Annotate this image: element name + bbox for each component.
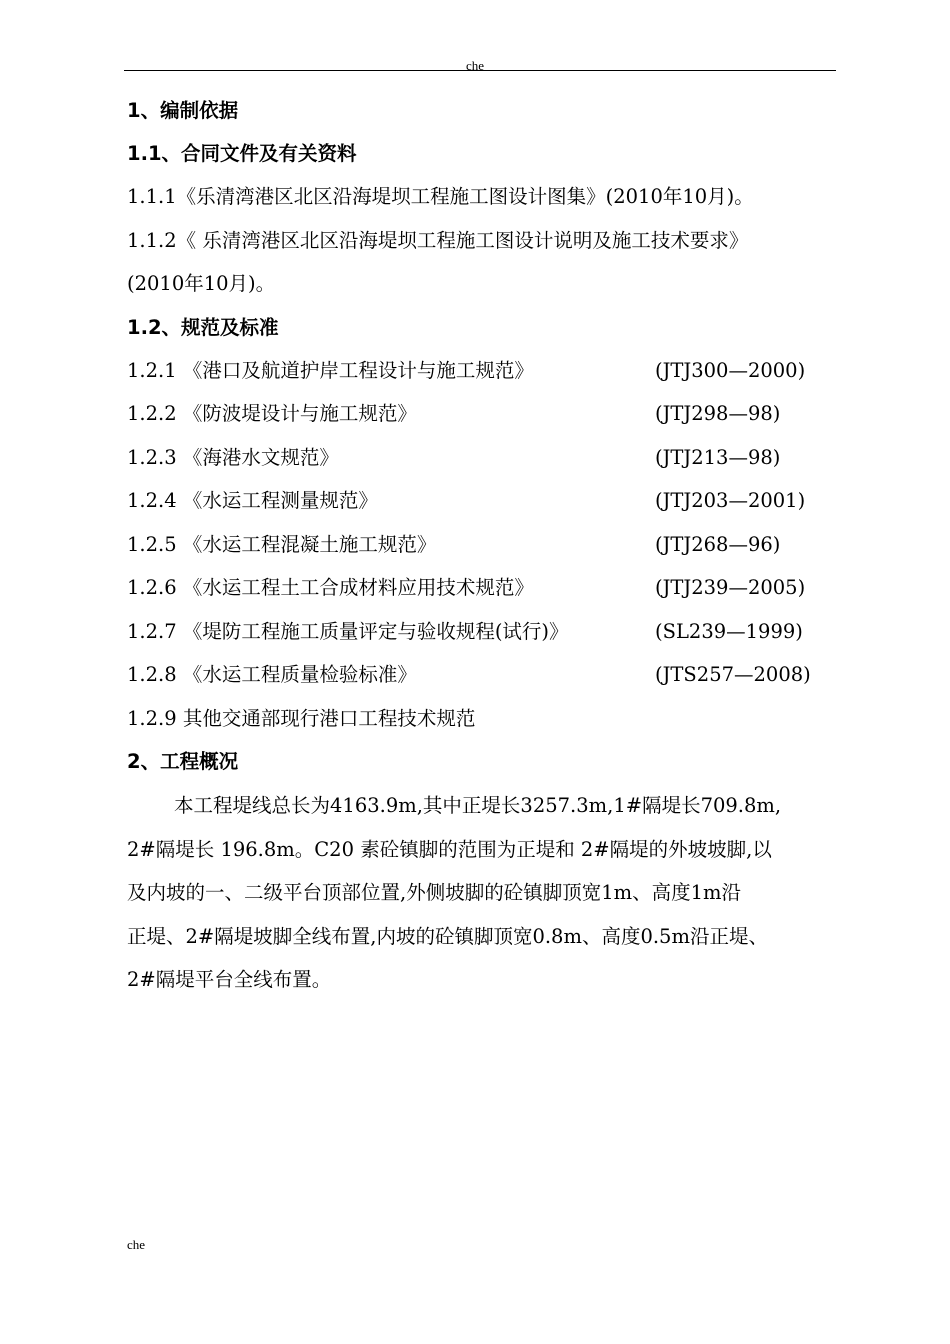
standard-title: 1.2.8 《水运工程质量检验标准》 xyxy=(127,663,417,686)
section-2-heading: 2、工程概况 xyxy=(127,750,239,773)
standard-code: (JTJ203—2001) xyxy=(655,489,806,512)
paragraph-line: 正堤、2#隔堤坡脚全线布置,内坡的砼镇脚顶宽0.8m、高度0.5m沿正堤、 xyxy=(127,925,768,948)
standard-code: (JTJ213—98) xyxy=(655,446,781,469)
paragraph-line: 及内坡的一、二级平台顶部位置,外侧坡脚的砼镇脚顶宽1m、高度1m沿 xyxy=(127,881,741,904)
standard-title: 1.2.3 《海港水文规范》 xyxy=(127,446,339,469)
standard-code: (SL239—1999) xyxy=(655,620,803,643)
standard-title: 1.2.1 《港口及航道护岸工程设计与施工规范》 xyxy=(127,359,534,382)
paragraph-line: 本工程堤线总长为4163.9m,其中正堤长3257.3m,1#隔堤长709.8m, xyxy=(174,794,782,817)
standard-item-1-2-9: 1.2.9 其他交通部现行港口工程技术规范 xyxy=(127,707,476,730)
paragraph-line: 2#隔堤平台全线布置。 xyxy=(127,968,332,991)
paragraph-line: 2#隔堤长 196.8m。C20 素砼镇脚的范围为正堤和 2#隔堤的外坡坡脚,以 xyxy=(127,838,772,861)
contract-item-1-1-2: 1.1.2《 乐清湾港区北区沿海堤坝工程施工图设计说明及施工技术要求》 xyxy=(127,229,749,252)
standard-code: (JTJ268—96) xyxy=(655,533,781,556)
standard-code: (JTJ239—2005) xyxy=(655,576,806,599)
section-1-2-heading: 1.2、规范及标准 xyxy=(127,316,279,339)
section-1-1-heading: 1.1、合同文件及有关资料 xyxy=(127,142,357,165)
page-header: che xyxy=(465,58,485,73)
standard-code: (JTS257—2008) xyxy=(655,663,811,686)
section-1-heading: 1、编制依据 xyxy=(127,99,239,122)
contract-item-1-1-1: 1.1.1《乐清湾港区北区沿海堤坝工程施工图设计图集》(2010年10月)。 xyxy=(127,185,754,208)
contract-item-1-1-2-cont: (2010年10月)。 xyxy=(127,272,276,295)
page-footer: che xyxy=(127,1237,146,1252)
standard-title: 1.2.5 《水运工程混凝土施工规范》 xyxy=(127,533,437,556)
standard-title: 1.2.2 《防波堤设计与施工规范》 xyxy=(127,402,417,425)
standard-title: 1.2.6 《水运工程土工合成材料应用技术规范》 xyxy=(127,576,534,599)
standard-title: 1.2.4 《水运工程测量规范》 xyxy=(127,489,378,512)
header-divider xyxy=(124,70,836,71)
standard-code: (JTJ300—2000) xyxy=(655,359,806,382)
standard-title: 1.2.7 《堤防工程施工质量评定与验收规程(试行)》 xyxy=(127,620,569,643)
standard-code: (JTJ298—98) xyxy=(655,402,781,425)
